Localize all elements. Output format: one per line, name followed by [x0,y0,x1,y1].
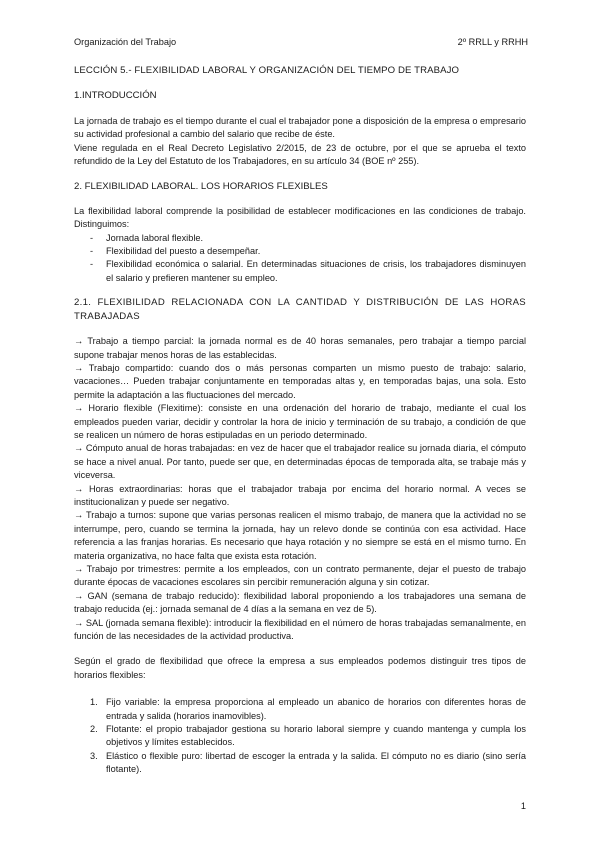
entry-shared-work: → Trabajo compartido: cuando dos o más personas comparten un mismo puesto de trabajo: salario, vacaciones… Pueden trabajar conjuntamente en temporadas altas y, en temporadas bajas, una sola. Esto permite la adaptación a las fluctuaciones del mercado. [74,362,526,400]
list-item [74,245,526,258]
entry-shift-work: → Trabajo a turnos: supone que varias personas realicen el mismo trabajo, de manera que la actividad no se interrumpe, pero, cuando se termina la jornada, hay un relevo donde se continúa con esa actividad. Hace referencia a las franjas horarias. Es necesario que haya rotación y no siempre se está en el mismo turno. En materia organizativa, no hace falta que exista esta rotación. [74,510,526,561]
list-item [74,750,526,777]
dash-bullet: - [90,232,94,243]
entry-sal: → SAL (jornada semana flexible): introducir la flexibilidad en el número de horas trabajadas semanalmente, en función de las necesidades de la actividad productiva. [74,617,526,642]
list-number: 2. [90,724,98,735]
section-2-1-heading: 2.1. FLEXIBILIDAD RELACIONADA CON LA CANTIDAD Y DISTRIBUCIÓN DE LAS HORAS TRABAJADAS [74,297,526,322]
dash-bullet: - [90,259,94,270]
entry-annual-hours: → Cómputo anual de horas trabajadas: en vez de hacer que el trabajador realice su jornada diaria, el cómputo se hace a nivel anual. Por tanto, puede ser que, en determinadas épocas de temporada alta, se trabaje más y viceversa. [74,443,526,481]
list-number: 3. [90,750,98,761]
page-header [74,37,528,51]
header-course-title: Organización del Trabajo [74,37,177,47]
flexible-schedule-types-list [74,696,526,776]
list-item-text: Flexibilidad del puesto a desempeñar. [106,246,261,257]
list-item [74,232,526,245]
section-2-intro: La flexibilidad laboral comprende la posibilidad de establecer modificaciones en las condiciones de trabajo. Distinguimos: [74,205,526,230]
entry-gan: → GAN (semana de trabajo reducido): flexibilidad laboral proponiendo a los trabajadores una semana de trabajo reducida (ej.: jornada semanal de 4 días a la semana en vez de 5). [74,590,526,615]
section-1-paragraph-1: La jornada de trabajo es el tiempo durante el cual el trabajador pone a disposición de la empresa o empresario su actividad profesional a cambio del salario que recibe de éste. [74,115,526,140]
list-item-text: Flexibilidad económica o salarial. En determinadas situaciones de crisis, los trabajadores disminuyen el salario y prefieren mantener su empleo. [106,259,526,283]
flexibility-entries [74,335,526,643]
lesson-title: LECCIÓN 5.- FLEXIBILIDAD LABORAL Y ORGANIZACIÓN DEL TIEMPO DE TRABAJO [74,65,460,76]
list-item-text: Flotante: el propio trabajador gestiona su horario laboral siempre y cuando mantenga y cumpla los objetivos y límites establecidos. [106,724,526,748]
list-item-text: Jornada laboral flexible. [106,232,204,243]
list-item [74,723,526,750]
entry-overtime: → Horas extraordinarias: horas que el trabajador trabaja por encima del horario normal. A veces se institucionalizan y puede ser negativo. [74,483,526,507]
list-item-text: Elástico o flexible puro: libertad de escoger la entrada y la salida. El cómputo no es diario (sino sería flotante). [106,750,526,775]
types-intro: Según el grado de flexibilidad que ofrece la empresa a sus empleados podemos distinguir tres tipos de horarios flexibles: [74,656,526,680]
entry-part-time: → Trabajo a tiempo parcial: la jornada normal es de 40 horas semanales, pero trabajar a tiempo parcial supone trabajar menos horas de las establecidas. [74,336,526,360]
header-degree: 2º RRLL y RRHH [457,37,528,47]
page-number: 1 [520,801,526,811]
entry-flexitime: → Horario flexible (Flexitime): consiste en una ordenación del horario de trabajo, mediante el cual los empleados pueden variar, decidir y controlar la hora de inicio y terminación de su trabajo, a condición de que se realicen un número de horas estipuladas en un periodo determinado. [74,403,526,440]
list-item [74,696,526,723]
list-number: 1. [90,697,98,708]
section-2-heading: 2. FLEXIBILIDAD LABORAL. LOS HORARIOS FLEXIBLES [74,181,328,193]
section-1-paragraph-2: Viene regulada en el Real Decreto Legislativo 2/2015, de 23 de octubre, por el que se aprueba el texto refundido de la Ley del Estatuto de los Trabajadores, en su artículo 34 (BOE nº 255). [74,142,526,167]
section-1-heading: 1.INTRODUCCIÓN [74,90,157,102]
entry-term-time: → Trabajo por trimestres: permite a los empleados, con un contrato permanente, dejar el puesto de trabajo durante épocas de vacaciones escolares sin percibir remuneración alguna y sin cotizar. [74,564,526,588]
list-item-text: Fijo variable: la empresa proporciona al empleado un abanico de horarios con diferentes horas de entrada y salida (horarios inamovibles). [106,697,526,721]
dash-bullet: - [90,246,94,257]
document-body [74,64,526,777]
flexibility-types-list [74,232,526,286]
list-item [74,258,526,285]
